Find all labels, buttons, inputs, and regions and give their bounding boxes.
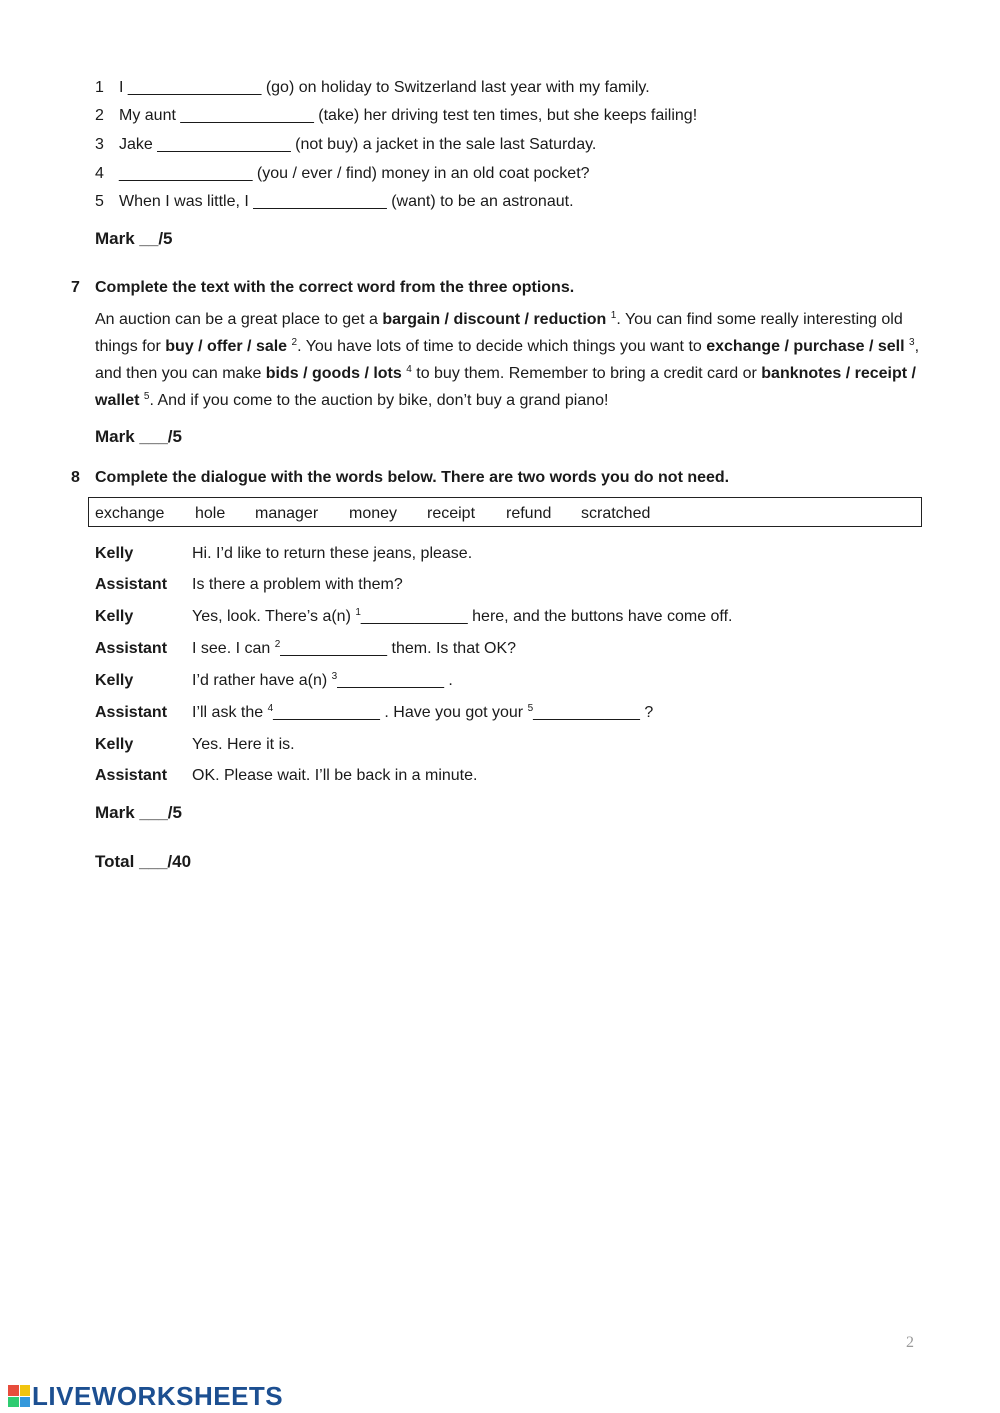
word-option: refund xyxy=(506,505,552,522)
item-number: 4 xyxy=(95,165,104,182)
speaker-name: Assistant xyxy=(95,576,168,593)
speaker-name: Assistant xyxy=(95,704,168,721)
option-group-1: bargain / discount / reduction xyxy=(382,311,607,328)
logo-text: LIVEWORKSHEETS xyxy=(32,1380,284,1411)
word-option: manager xyxy=(255,505,319,522)
option-group-3: exchange / purchase / sell xyxy=(706,338,905,355)
item-text: _______________ (you / ever / find) money in an old coat pocket? xyxy=(119,165,590,182)
dialogue-line: I’ll ask the $^4$____________ . Have you got your $^5$____________ ? xyxy=(192,703,654,721)
item-number: 2 xyxy=(95,107,104,124)
section8-mark: Mark ___/5 xyxy=(95,803,182,822)
logo-blocks-icon xyxy=(8,1385,30,1407)
total-mark: Total ___/40 xyxy=(95,852,192,871)
dialogue-line: Yes. Here it is. xyxy=(192,736,295,753)
section7-mark: Mark ___/5 xyxy=(95,427,182,446)
word-option: hole xyxy=(195,505,226,522)
word-box xyxy=(88,497,922,527)
word-option: money xyxy=(349,505,398,522)
option-group-4: bids / goods / lots xyxy=(265,365,402,382)
speaker-name: Kelly xyxy=(95,608,134,625)
item-number: 1 xyxy=(95,79,104,96)
option-group-2: buy / offer / sale xyxy=(165,338,288,355)
dialogue-line: I see. I can $^2$____________ them. Is that OK? xyxy=(192,639,517,657)
section7-number: 7 xyxy=(71,279,80,296)
speaker-name: Assistant xyxy=(95,640,168,657)
word-option: exchange xyxy=(95,505,165,522)
dialogue-line: Hi. I’d like to return these jeans, please. xyxy=(192,545,473,562)
speaker-name: Assistant xyxy=(95,767,168,784)
section6-mark: Mark __/5 xyxy=(95,229,173,248)
section8-title: Complete the dialogue with the words below. There are two words you do not need. xyxy=(95,469,730,486)
dialogue-line: Yes, look. There’s a(n) $^1$____________ here, and the buttons have come off. xyxy=(192,607,733,625)
speaker-name: Kelly xyxy=(95,672,134,689)
item-text: Jake _______________ (not buy) a jacket in the sale last Saturday. xyxy=(119,136,597,153)
dialogue-line: OK. Please wait. I’ll be back in a minute. xyxy=(192,767,478,784)
option-group-5: banknotes / receipt / wallet xyxy=(95,365,916,409)
item-number: 5 xyxy=(95,193,104,210)
dialogue-line: I’d rather have a(n) $^3$____________ . xyxy=(192,671,453,689)
section7-title: Complete the text with the correct word from the three options. xyxy=(95,279,575,296)
dialogue-line: Is there a problem with them? xyxy=(192,576,403,593)
item-text: My aunt _______________ (take) her driving test ten times, but she keeps failing! xyxy=(119,107,698,124)
speaker-name: Kelly xyxy=(95,736,134,753)
item-text: I _______________ (go) on holiday to Switzerland last year with my family. xyxy=(119,79,650,96)
speaker-name: Kelly xyxy=(95,545,134,562)
word-option: receipt xyxy=(427,505,476,522)
item-number: 3 xyxy=(95,136,104,153)
section7-paragraph: An auction can be a great place to get a bargain / discount / reduction $^1$. You can find some really interesting old things for buy / offer / sale $^2$. You have lots of time to decide which things you want to exchange / purchase / sell $^3$, and then you can make bids / goods / lots $^4$ to buy them. Remember to bring a credit card or banknotes / receipt / wallet $^5$. And if you come to the auction by bike, don’t buy a grand piano! xyxy=(95,310,920,409)
section8-number: 8 xyxy=(71,469,80,486)
word-option: scratched xyxy=(581,505,651,522)
page-number: 2 xyxy=(906,1334,914,1351)
item-text: When I was little, I _______________ (want) to be an astronaut. xyxy=(119,193,574,210)
liveworksheets-logo xyxy=(8,1381,283,1411)
